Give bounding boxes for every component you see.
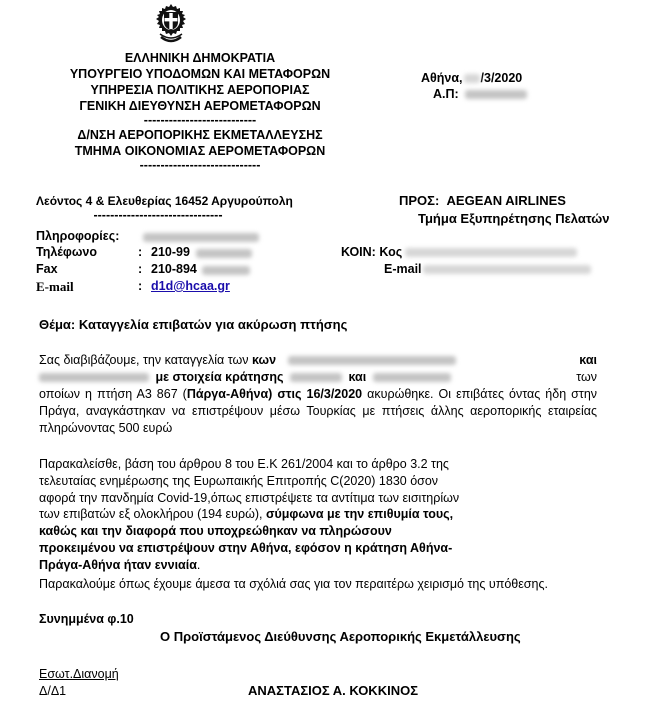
colon: : (138, 279, 143, 293)
para2-wish: σύμφωνα με την επιθυμία τους, (265, 507, 454, 522)
signatory-name: ΑΝΑΣΤΑΣΙΟΣ Α. ΚΟΚΚΙΝΟΣ (248, 683, 418, 698)
para1-and: και (348, 370, 367, 384)
redacted-protocol (465, 90, 527, 99)
header-rule: --------------------------- (143, 113, 257, 127)
colon: : (138, 262, 143, 276)
para2-refund: των επιβατών εξ ολοκλήρου (194 ευρώ), (39, 507, 266, 522)
header-line-civil-aviation: ΥΠΗΡΕΣΙΑ ΠΟΛΙΤΙΚΗΣ ΑΕΡΟΠΟΡΙΑΣ (90, 83, 310, 97)
redacted-phone (196, 249, 252, 258)
redacted-booking-1 (290, 373, 342, 382)
redacted-passenger-2 (39, 373, 149, 382)
cc-name-prefix: Κος (379, 245, 403, 259)
paragraph-1-rest (39, 386, 597, 437)
redacted-info-name (143, 233, 259, 242)
cc-line (341, 245, 580, 259)
paragraph-2 (39, 456, 459, 574)
attachments: Συνημμένα φ.10 (39, 612, 134, 626)
para2-bold-line: Πράγα-Αθήνα ήταν εννιαία (39, 557, 197, 572)
email-label: E-mail (36, 279, 74, 294)
para2-period: . (196, 557, 201, 572)
para1-and: και (579, 353, 597, 367)
para1-kon: κων (251, 353, 277, 367)
phone-value: 210-99 (151, 245, 190, 259)
cc-label: ΚΟΙΝ: (341, 245, 376, 259)
fax-value: 210-894 (151, 262, 197, 276)
fax-label: Fax (36, 262, 58, 276)
redacted-cc-name (405, 248, 577, 257)
distribution-label: Εσωτ.Διανομή (39, 667, 119, 681)
para1-text-end: ακυρώθηκε. Οι επιβάτες όντας ήδη στην Πράγα, αναγκάστηκαν να επιστρέψουν μέσω Τουρκίας με πτήσεις άλλης αεροπορικής εταιρείας πληρώνοντας 500 ευρώ (39, 387, 598, 435)
paragraph-1-line-1 (39, 352, 597, 369)
signature-title: Ο Προϊστάμενος Διεύθυνσης Αεροπορικής Εκμετάλλευσης (160, 629, 521, 644)
distribution-code: Δ/Δ1 (39, 684, 67, 698)
email-link[interactable]: d1d@hcaa.gr (151, 279, 230, 293)
para2-line: Παρακαλείσθε, βάση του άρθρου 8 του Ε.Κ 261/2004 και το άρθρο 3.2 της (39, 457, 449, 471)
redacted-fax (202, 266, 250, 275)
address: Λεόντος 4 & Ελευθερίας 16452 Αργυρούπολη (36, 194, 293, 208)
recipient-name: AEGEAN AIRLINES (446, 193, 566, 208)
header-line-ministry: ΥΠΟΥΡΓΕΙΟ ΥΠΟΔΟΜΩΝ ΚΑΙ ΜΕΤΑΦΟΡΩΝ (69, 67, 331, 81)
para1-route: Πάργα-Αθήνα (186, 387, 269, 401)
recipient (399, 193, 566, 208)
header-rule: ----------------------------- (139, 158, 261, 172)
redacted-passenger-1 (288, 356, 456, 365)
subject: Θέμα: Καταγγελία επιβατών για ακύρωση πτήσης (39, 317, 348, 332)
para2-line: αφορά την πανδημία Covid-19,όπως επιστρέψετε τα αντίτιμα των εισιτηρίων (39, 490, 460, 505)
info-label: Πληροφορίες: (36, 229, 120, 243)
para1-date: στις 16/3/2020 (277, 387, 363, 401)
date-prefix: Αθήνα, (421, 71, 463, 85)
letterhead (20, 50, 380, 172)
colon: : (138, 245, 143, 259)
phone-label: Τηλέφωνο (36, 245, 98, 259)
para2-line: τελευταίας ενημέρωσης της Ευρωπαικής Επιτροπής C(2020) 1830 όσον (39, 473, 439, 488)
redacted-cc-email (423, 265, 591, 274)
redacted-booking-2 (373, 373, 451, 382)
para2-bold-line: καθώς και την διαφορά που υποχρεώθηκαν να πληρώσουν (39, 524, 392, 539)
protocol-line (433, 87, 530, 101)
para2-line (39, 506, 459, 523)
para1-text: Σας διαβιβάζουμε, την καταγγελία των (39, 353, 249, 367)
address-rule: ------------------------------- (93, 208, 223, 222)
paragraph-1-line-2 (39, 369, 597, 386)
date-suffix: /3/2020 (480, 71, 523, 85)
header-line-department: ΤΜΗΜΑ ΟΙΚΟΝΟΜΙΑΣ ΑΕΡΟΜΕΤΑΦΟΡΩΝ (74, 144, 326, 158)
para2-bold-line: προκειμένου να επιστρέψουν στην Αθήνα, εφόσον η κράτηση Αθήνα- (39, 540, 453, 555)
cc-email-prefix: E-mail (384, 262, 422, 276)
recipient-label: ΠΡΟΣ: (399, 193, 440, 208)
redacted-day (464, 74, 480, 83)
cc-email-line (384, 262, 594, 276)
para1-flight: οποίων η πτήση Α3 867 ( (39, 387, 187, 401)
coat-of-arms-emblem (152, 3, 190, 45)
para1-booking: με στοιχεία κράτησης (155, 370, 284, 384)
date-line (421, 71, 522, 85)
paragraph-3: Παρακαλούμε όπως έχουμε άμεσα τα σχόλιά σας για τον περαιτέρω χειρισμό της υπόθεσης. (39, 577, 548, 591)
header-line-directorate: Δ/ΝΣΗ ΑΕΡΟΠΟΡΙΚΗΣ ΕΚΜΕΤΑΛΛΕΥΣΗΣ (77, 128, 323, 142)
recipient-department: Τμήμα Εξυπηρέτησης Πελατών (418, 211, 610, 226)
para1-of: των (576, 370, 597, 384)
para1-paren: ) (268, 387, 278, 401)
header-line-republic: ΕΛΛΗΝΙΚΗ ΔΗΜΟΚΡΑΤΙΑ (124, 51, 276, 65)
protocol-label: Α.Π: (433, 87, 459, 101)
header-line-general-directorate: ΓΕΝΙΚΗ ΔΙΕΥΘΥΝΣΗ ΑΕΡΟΜΕΤΑΦΟΡΩΝ (79, 99, 321, 113)
